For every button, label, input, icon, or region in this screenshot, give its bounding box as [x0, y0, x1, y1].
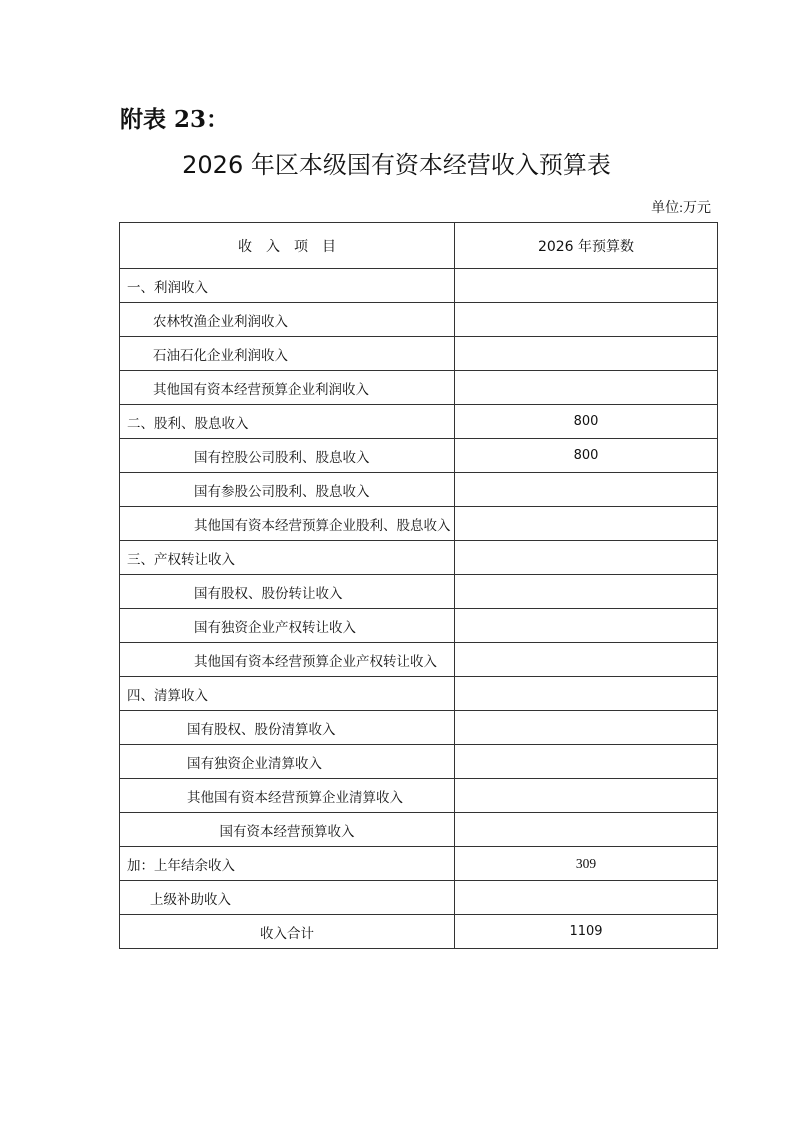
- table-row: [120, 609, 718, 643]
- header-item: 收 入 项 目: [120, 223, 455, 269]
- unit-label: 单位:万元: [651, 201, 711, 216]
- row-value: [455, 303, 718, 337]
- row-item: 其他国有资本经营预算企业清算收入: [120, 779, 455, 813]
- row-item: 国有股权、股份清算收入: [120, 711, 455, 745]
- table-row: [120, 813, 718, 847]
- table-row: [120, 507, 718, 541]
- row-value: [455, 609, 718, 643]
- budget-table: [119, 222, 718, 949]
- row-item: 国有独资企业清算收入: [120, 745, 455, 779]
- row-item: 其他国有资本经营预算企业利润收入: [120, 371, 455, 405]
- row-item: 二、股利、股息收入: [120, 405, 455, 439]
- table-row: [120, 677, 718, 711]
- table-row: [120, 847, 718, 881]
- row-value: [455, 337, 718, 371]
- table-row: [120, 575, 718, 609]
- row-value: [455, 473, 718, 507]
- row-item: 国有参股公司股利、股息收入: [120, 473, 455, 507]
- row-value: [455, 881, 718, 915]
- row-value: [455, 507, 718, 541]
- total-row: [120, 915, 718, 949]
- row-item: 其他国有资本经营预算企业股利、股息收入: [120, 507, 455, 541]
- row-value: 800: [455, 405, 718, 439]
- row-value: [455, 779, 718, 813]
- row-value: 800: [455, 439, 718, 473]
- attachment-label: 附表 23：: [120, 106, 230, 133]
- row-value: [455, 575, 718, 609]
- row-value: [455, 541, 718, 575]
- row-value: [455, 711, 718, 745]
- row-item: 国有资本经营预算收入: [120, 813, 455, 847]
- row-value: [455, 371, 718, 405]
- table-row: [120, 269, 718, 303]
- row-value: 309: [455, 847, 718, 881]
- table-row: [120, 303, 718, 337]
- row-item: 四、清算收入: [120, 677, 455, 711]
- row-value: [455, 745, 718, 779]
- table-row: [120, 711, 718, 745]
- row-value: [455, 643, 718, 677]
- row-item: 收入合计: [120, 915, 455, 949]
- table-header-row: [120, 223, 718, 269]
- row-item: 一、利润收入: [120, 269, 455, 303]
- row-item: 国有股权、股份转让收入: [120, 575, 455, 609]
- row-item: 加：上年结余收入: [120, 847, 455, 881]
- table-row: [120, 779, 718, 813]
- row-item: 国有控股公司股利、股息收入: [120, 439, 455, 473]
- table-row: [120, 643, 718, 677]
- table-row: [120, 439, 718, 473]
- header-budget: 2026 年预算数: [455, 223, 718, 269]
- row-item: 石油石化企业利润收入: [120, 337, 455, 371]
- table-row: [120, 541, 718, 575]
- table-row: [120, 745, 718, 779]
- row-value: 1109: [455, 915, 718, 949]
- table-row: [120, 371, 718, 405]
- row-item: 国有独资企业产权转让收入: [120, 609, 455, 643]
- row-value: [455, 677, 718, 711]
- table-row: [120, 881, 718, 915]
- row-item: 农林牧渔企业利润收入: [120, 303, 455, 337]
- row-item: 上级补助收入: [120, 881, 455, 915]
- table-row: [120, 405, 718, 439]
- row-value: [455, 813, 718, 847]
- row-item: 其他国有资本经营预算企业产权转让收入: [120, 643, 455, 677]
- table-row: [120, 337, 718, 371]
- table-row: [120, 473, 718, 507]
- page-title: 2026 年区本级国有资本经营收入预算表: [182, 151, 611, 179]
- row-value: [455, 269, 718, 303]
- row-item: 三、产权转让收入: [120, 541, 455, 575]
